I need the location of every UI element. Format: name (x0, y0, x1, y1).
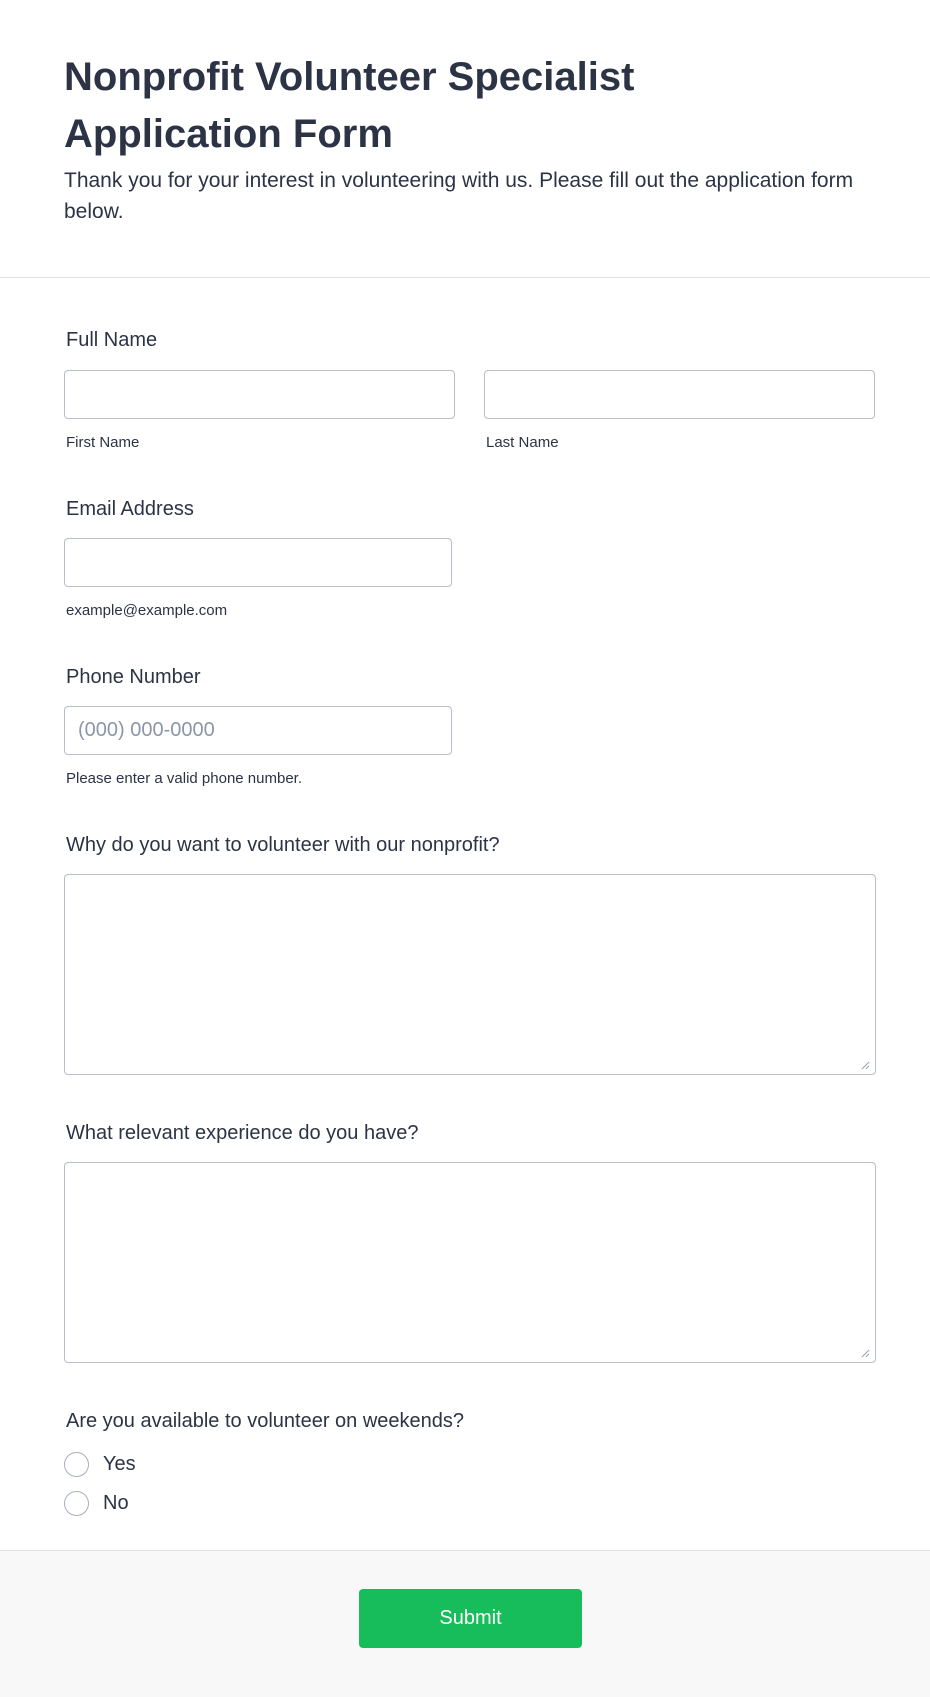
form-title: Nonprofit Volunteer Specialist Application Form (64, 55, 635, 156)
radio-label-yes: Yes (103, 1452, 136, 1475)
email-input[interactable] (64, 538, 452, 587)
last-name-input[interactable] (484, 370, 875, 419)
resize-grip-icon[interactable] (860, 1348, 870, 1358)
email-label: Email Address (66, 498, 194, 520)
full-name-label: Full Name (66, 329, 158, 351)
submit-button[interactable]: Submit (359, 1589, 582, 1648)
weekends-label: Are you available to volunteer on weekends? (66, 1410, 465, 1432)
radio-option-yes[interactable] (64, 1450, 136, 1478)
resize-grip-icon[interactable] (860, 1060, 870, 1070)
experience-textarea[interactable] (64, 1162, 876, 1363)
email-sublabel: example@example.com (66, 602, 228, 619)
why-volunteer-textarea[interactable] (64, 874, 876, 1075)
phone-input[interactable] (64, 706, 452, 755)
radio-option-no[interactable] (64, 1489, 129, 1517)
first-name-input[interactable] (64, 370, 455, 419)
phone-sublabel: Please enter a valid phone number. (66, 770, 302, 787)
radio-button[interactable] (64, 1452, 89, 1477)
radio-button[interactable] (64, 1491, 89, 1516)
form-subtitle: Thank you for your interest in volunteering with us. Please fill out the application form below. (64, 169, 854, 223)
first-name-sublabel: First Name (66, 434, 140, 451)
experience-label: What relevant experience do you have? (66, 1122, 419, 1144)
last-name-sublabel: Last Name (486, 434, 559, 451)
radio-label-no: No (103, 1491, 129, 1514)
form-header (0, 0, 930, 278)
why-volunteer-label: Why do you want to volunteer with our nonprofit? (66, 834, 500, 856)
form-footer (0, 1550, 930, 1697)
phone-label: Phone Number (66, 666, 201, 688)
